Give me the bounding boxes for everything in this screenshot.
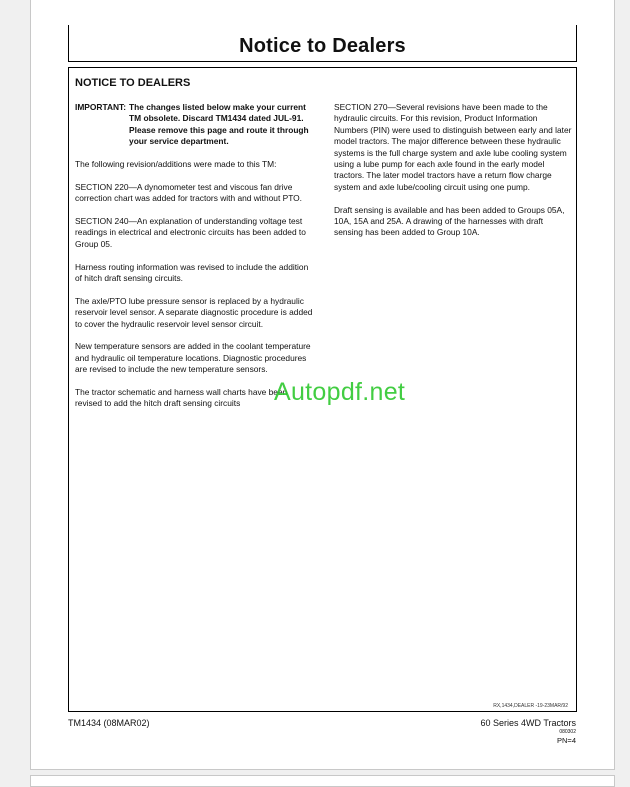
paragraph: The tractor schematic and harness wall charts have been revised to add the hitch draft sensing circuits	[75, 387, 288, 409]
paragraph: The axle/PTO lube pressure sensor is replaced by a hydraulic reservoir level sensor. A separate diagnostic procedure is added to cover the hydraulic reservoir level sensor circuit.	[75, 295, 313, 329]
footer-manual-id: TM1434 (08MAR02)	[68, 718, 150, 728]
paragraph: New temperature sensors are added in the coolant temperature and hydraulic oil temperature locations. Diagnostic procedures are revised to include the new temperature sensors.	[75, 341, 311, 375]
footer-right-block	[480, 718, 576, 745]
paragraph: The following revision/additions were made to this TM:	[75, 159, 277, 170]
left-column	[75, 102, 315, 421]
paragraph: SECTION 220—A dynomometer test and viscous fan drive correction chart was added for tractors with and without PTO.	[75, 181, 303, 204]
notice-heading: NOTICE TO DEALERS	[75, 77, 191, 89]
paragraph: Harness routing information was revised to include the addition of hitch draft sensing circuits.	[75, 261, 309, 284]
footer-small-code: 080302	[559, 729, 576, 735]
important-text: The changes listed below make your current TM obsolete. Discard TM1434 dated JUL-91. Please remove this page and route it through your service department.	[129, 102, 309, 147]
footer-page-number: PN=4	[557, 736, 576, 745]
footer-series: 60 Series 4WD Tractors	[480, 718, 576, 728]
paragraph: Draft sensing is available and has been added to Groups 05A, 10A, 15A and 25A. A drawing of the harnesses with draft sensing has been added to Group 10A.	[334, 204, 565, 238]
paragraph: SECTION 270—Several revisions have been made to the hydraulic circuits. For this revision, Product Information Numbers (PIN) were used to distinguish between early and later model tractors. The major difference between these hydraulic systems is the full charge system and axle lube cooling system using a lube pump for each axle found in the early model tractors. The later model tractors have a return flow charge system and axle lube/cooling circuit using one pump.	[334, 102, 572, 192]
paragraph: SECTION 240—An explanation of understanding voltage test readings in electrical and electronic circuits has been added to Group 05.	[75, 216, 306, 249]
title-box	[68, 25, 577, 62]
watermark: Autopdf.net	[274, 378, 406, 406]
box-code: RX,1434,DEALER -19-23MAR/92	[493, 703, 568, 709]
right-column	[334, 102, 572, 250]
page-title: Notice to Dealers	[239, 35, 406, 57]
important-label: IMPORTANT:	[75, 102, 127, 112]
important-notice	[75, 102, 315, 148]
next-page-edge	[30, 775, 615, 787]
notice-box	[68, 67, 577, 712]
